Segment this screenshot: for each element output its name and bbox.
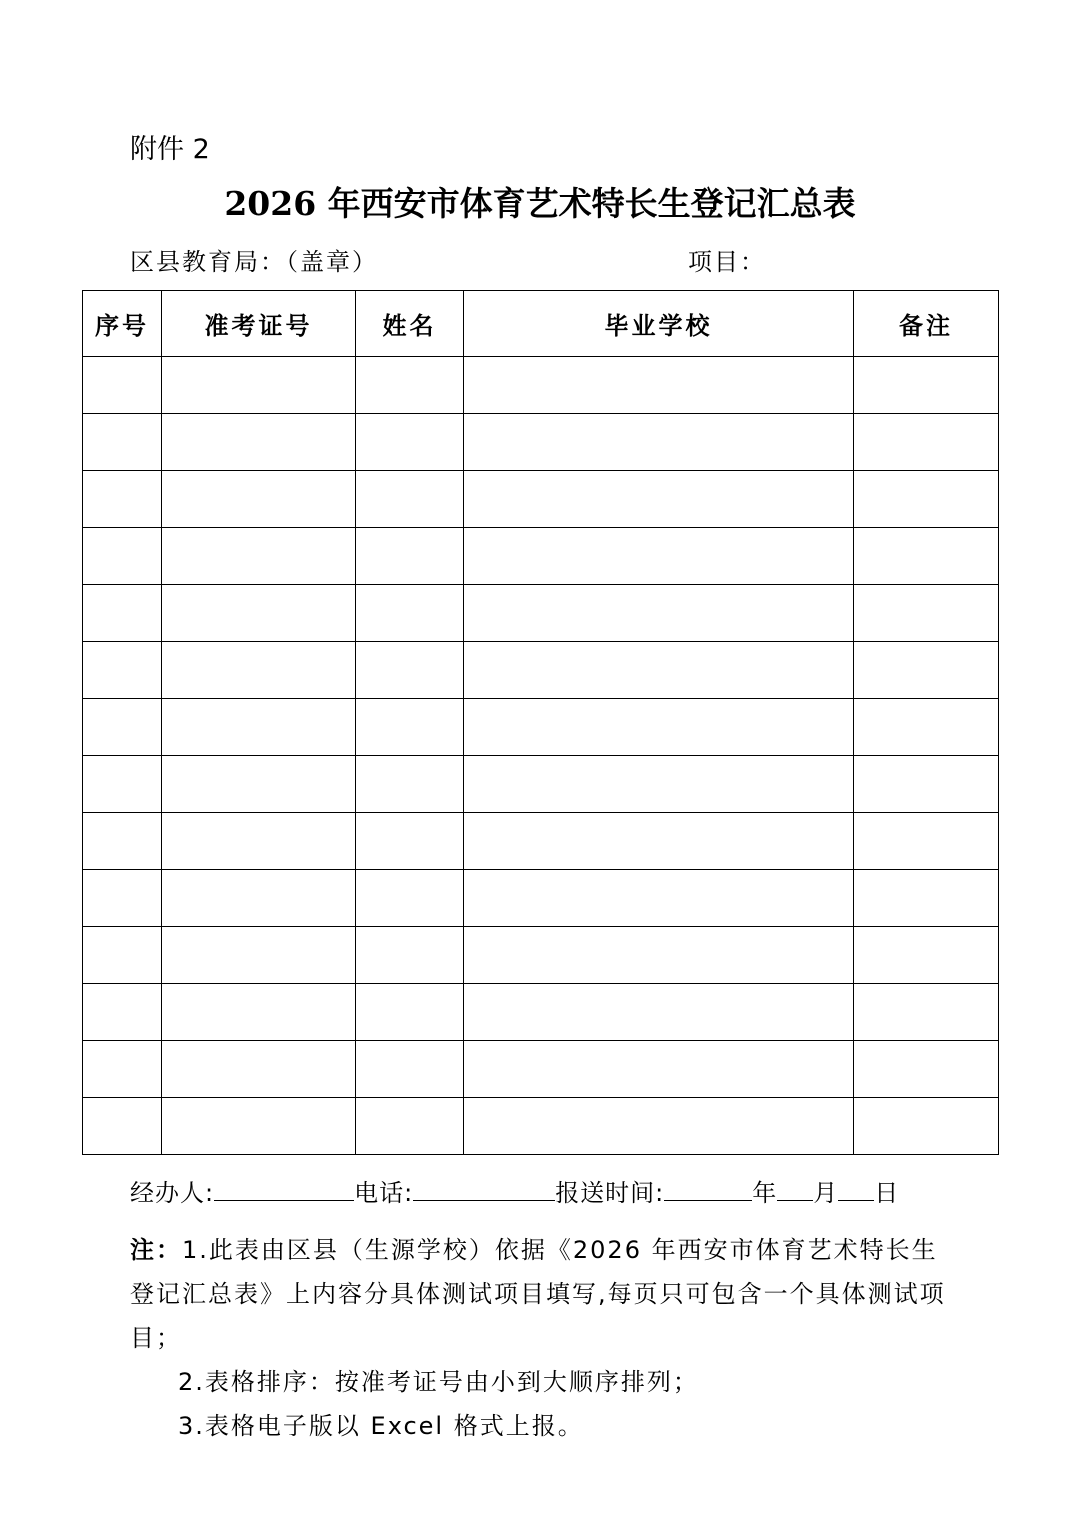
phone-blank[interactable] [413,1174,555,1201]
day-label: 日 [874,1179,900,1207]
phone-label: 电话: [354,1179,414,1207]
notes-section [130,1228,960,1448]
table-cell[interactable] [356,1098,464,1155]
table-cell[interactable] [356,585,464,642]
table-cell[interactable] [83,984,162,1041]
table-cell[interactable] [162,357,356,414]
table-cell[interactable] [356,813,464,870]
table-cell[interactable] [356,927,464,984]
notes-label: 注： [130,1236,182,1264]
table-cell[interactable] [854,984,999,1041]
column-header-serial: 序号 [83,291,162,357]
table-cell[interactable] [162,870,356,927]
table-row [83,414,999,471]
column-header-name: 姓名 [356,291,464,357]
table-body [83,357,999,1155]
table-cell[interactable] [464,813,854,870]
table-cell[interactable] [162,813,356,870]
table-row [83,984,999,1041]
table-cell[interactable] [83,585,162,642]
table-cell[interactable] [464,756,854,813]
table-cell[interactable] [464,414,854,471]
table-row [83,585,999,642]
sign-line [130,1174,899,1211]
registration-table [82,290,999,1155]
table-cell[interactable] [464,984,854,1041]
month-blank[interactable] [777,1174,813,1201]
table-cell[interactable] [854,585,999,642]
table-cell[interactable] [854,471,999,528]
table-cell[interactable] [356,642,464,699]
table-cell[interactable] [356,471,464,528]
note-1 [130,1228,960,1360]
column-header-school: 毕业学校 [464,291,854,357]
table-cell[interactable] [464,699,854,756]
table-cell[interactable] [356,984,464,1041]
year-label: 年 [752,1179,778,1207]
table-cell[interactable] [854,528,999,585]
attachment-label: 附件 2 [130,134,210,165]
table-header-row [83,291,999,357]
handler-label: 经办人: [130,1179,215,1207]
table-cell[interactable] [464,870,854,927]
table-cell[interactable] [162,927,356,984]
table-cell[interactable] [356,870,464,927]
table-cell[interactable] [854,813,999,870]
table-cell[interactable] [854,642,999,699]
page-title: 2026 年西安市体育艺术特长生登记汇总表 [224,184,856,223]
table-row [83,642,999,699]
table-row [83,927,999,984]
table-cell[interactable] [162,1041,356,1098]
table-cell[interactable] [464,357,854,414]
table-cell[interactable] [356,414,464,471]
month-label: 月 [813,1179,839,1207]
table-cell[interactable] [83,414,162,471]
table-cell[interactable] [83,813,162,870]
table-cell[interactable] [464,528,854,585]
table-cell[interactable] [356,1041,464,1098]
table-cell[interactable] [83,642,162,699]
table-cell[interactable] [854,414,999,471]
table-cell[interactable] [854,756,999,813]
table-cell[interactable] [83,756,162,813]
table-cell[interactable] [162,699,356,756]
table-cell[interactable] [464,927,854,984]
district-stamp-label: 区县教育局：（盖章） [130,248,378,276]
table-cell[interactable] [83,357,162,414]
table-cell[interactable] [464,1098,854,1155]
table-row [83,813,999,870]
note-3: 3.表格电子版以 Excel 格式上报。 [178,1412,584,1440]
table-cell[interactable] [83,1098,162,1155]
year-blank[interactable] [664,1174,752,1201]
table-cell[interactable] [83,927,162,984]
table-cell[interactable] [162,984,356,1041]
day-blank[interactable] [838,1174,874,1201]
table-cell[interactable] [83,471,162,528]
table-cell[interactable] [854,1041,999,1098]
table-cell[interactable] [162,1098,356,1155]
table-cell[interactable] [854,1098,999,1155]
submit-time-label: 报送时间: [555,1179,665,1207]
table-row [83,870,999,927]
table-cell[interactable] [162,414,356,471]
table-cell[interactable] [162,756,356,813]
table-cell[interactable] [162,642,356,699]
table-cell[interactable] [83,870,162,927]
table-cell[interactable] [464,642,854,699]
table-cell[interactable] [854,699,999,756]
project-label: 项目： [688,248,766,276]
table-row [83,1098,999,1155]
table-cell[interactable] [464,1041,854,1098]
table-cell[interactable] [356,528,464,585]
table-cell[interactable] [162,471,356,528]
handler-blank[interactable] [214,1174,354,1201]
table-cell[interactable] [854,870,999,927]
table-cell[interactable] [854,927,999,984]
note-1-text: 1.此表由区县（生源学校）依据《2026 年西安市体育艺术特长生登记汇总表》上内容分具体测试项目填写,每页只可包含一个具体测试项目； [130,1236,946,1352]
table-cell[interactable] [83,1041,162,1098]
table-row [83,1041,999,1098]
table-row [83,471,999,528]
column-header-ticket-number: 准考证号 [162,291,356,357]
note-2: 2.表格排序：按准考证号由小到大顺序排列； [178,1368,699,1396]
table-row [83,528,999,585]
table-cell[interactable] [464,585,854,642]
table-cell[interactable] [464,471,854,528]
table-cell[interactable] [162,528,356,585]
table-cell[interactable] [83,528,162,585]
table-cell[interactable] [854,357,999,414]
column-header-remarks: 备注 [854,291,999,357]
table-cell[interactable] [162,585,356,642]
table-row [83,756,999,813]
table-row [83,357,999,414]
table-cell[interactable] [356,756,464,813]
table-cell[interactable] [356,357,464,414]
table-row [83,699,999,756]
table-cell[interactable] [83,699,162,756]
table-cell[interactable] [356,699,464,756]
